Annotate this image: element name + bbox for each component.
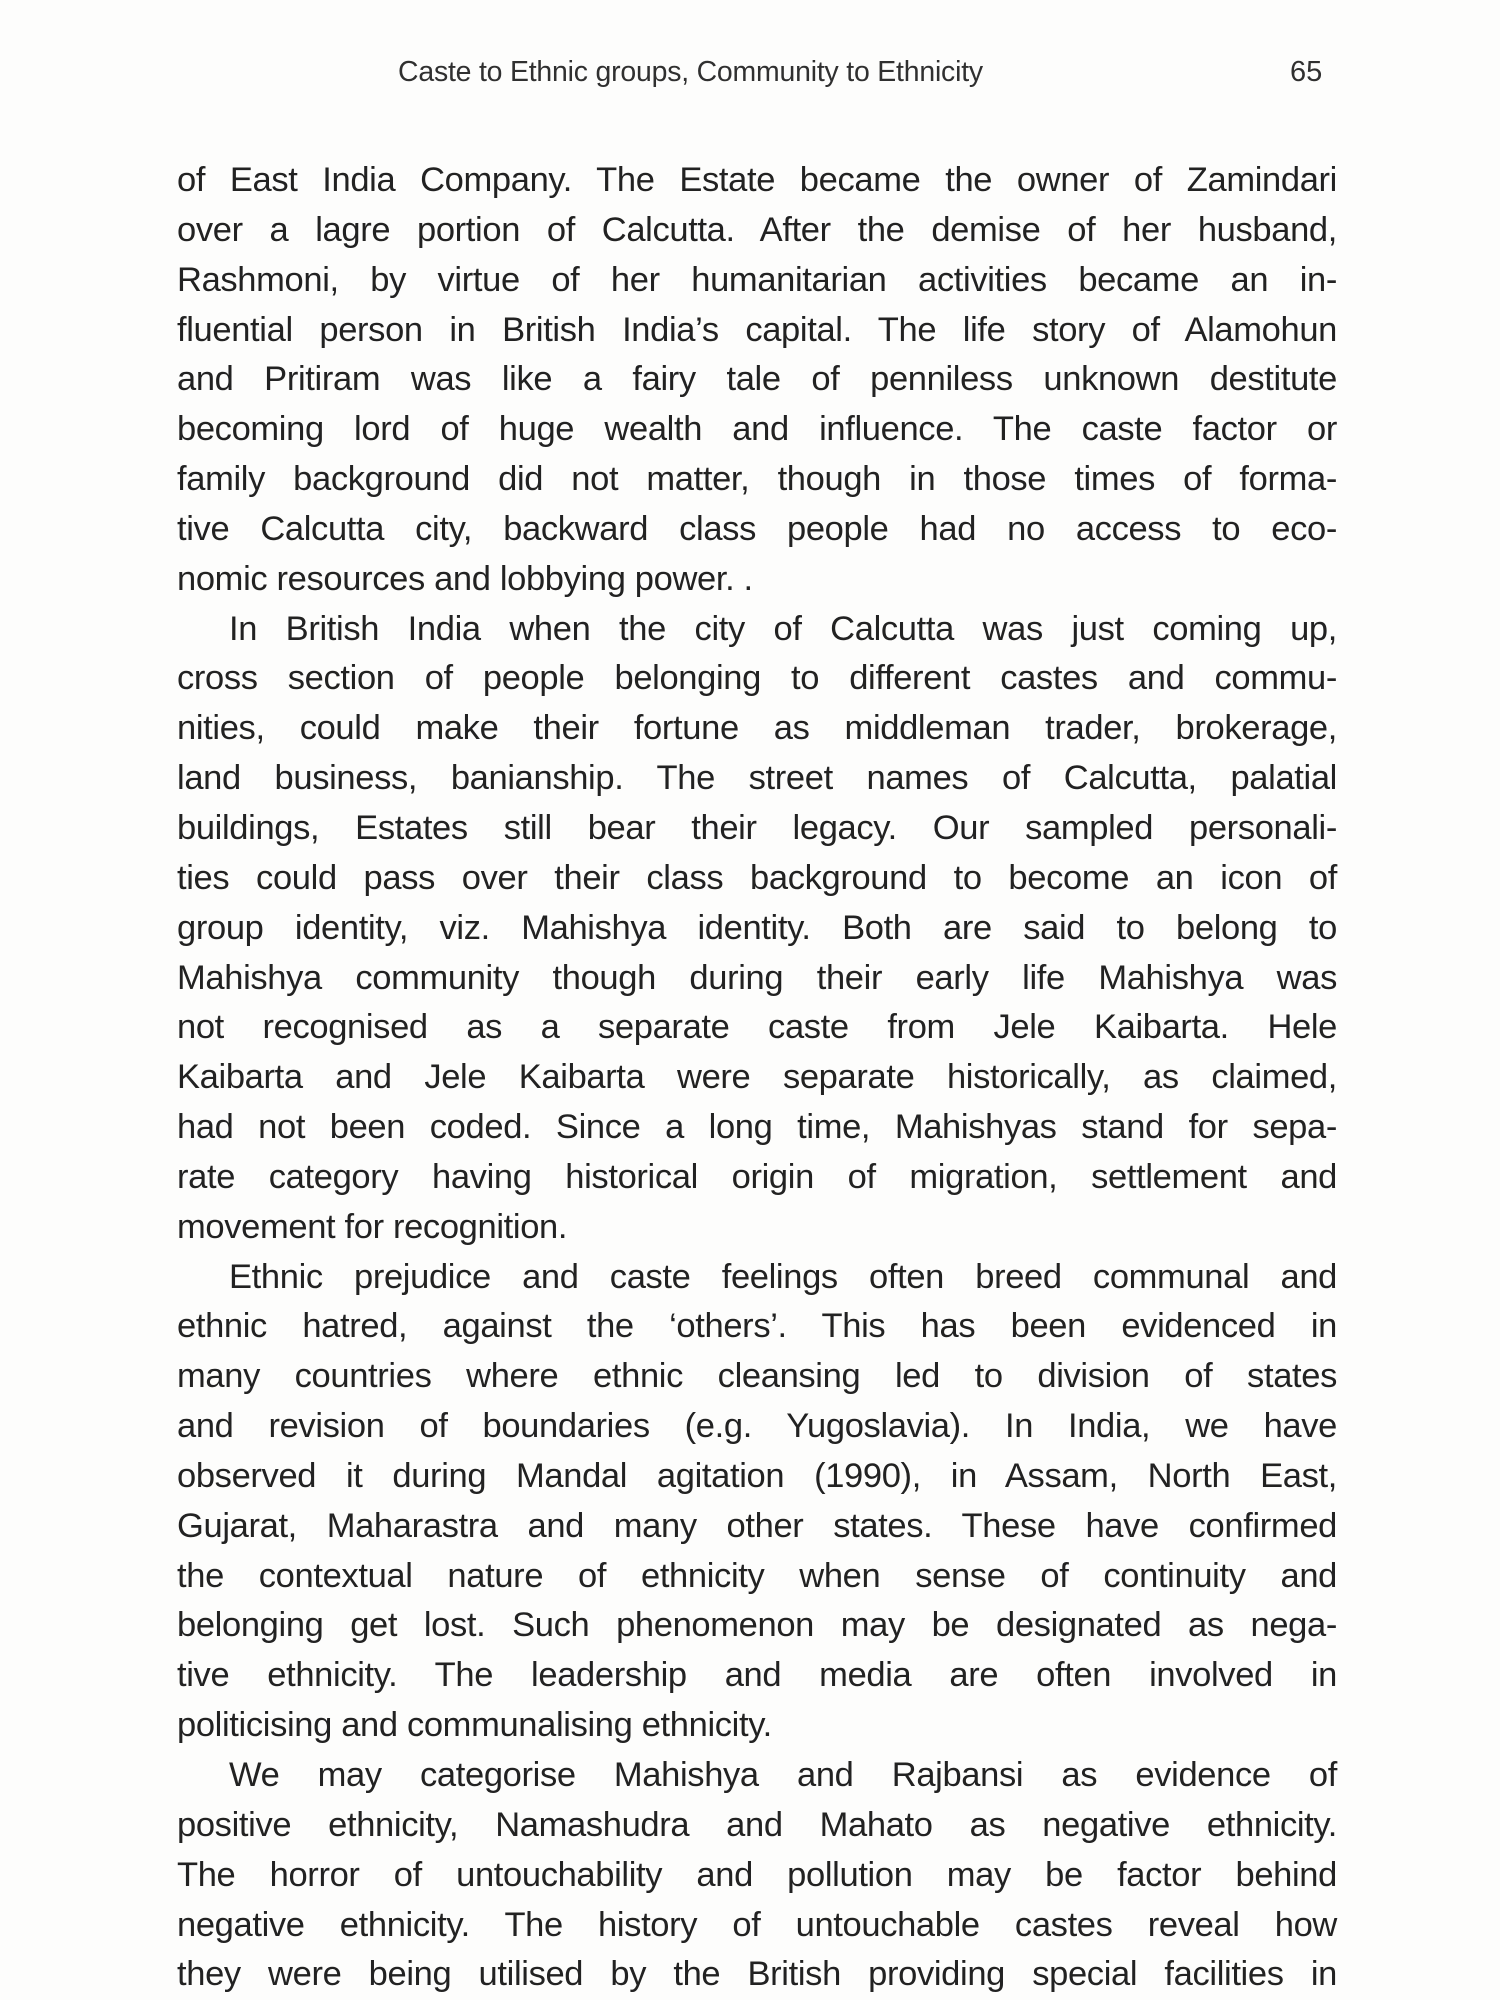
text-line: they were being utilised by the British providing special facilities in — [177, 1955, 1337, 1994]
text-line: ties could pass over their class background to become an icon of — [177, 858, 1337, 897]
text-line: belonging get lost. Such phenomenon may be designated as nega- — [177, 1606, 1337, 1645]
text-line: politicising and communalising ethnicity. — [177, 1706, 772, 1745]
text-line: fluential person in British India’s capital. The life story of Alamohun — [177, 310, 1337, 349]
text-line: buildings, Estates still bear their legacy. Our sampled personali- — [177, 808, 1337, 847]
text-line: nities, could make their fortune as middleman trader, brokerage, — [177, 709, 1337, 748]
text-line: Ethnic prejudice and caste feelings often breed communal and — [229, 1257, 1337, 1296]
paragraph — [177, 1253, 1337, 1751]
text-line: over a lagre portion of Calcutta. After the demise of her husband, — [177, 210, 1337, 249]
text-line: tive Calcutta city, backward class people had no access to eco- — [177, 509, 1337, 548]
text-line: ethnic hatred, against the ‘others’. This has been evidenced in — [177, 1307, 1337, 1346]
text-line: Mahishya community though during their early life Mahishya was — [177, 958, 1337, 997]
text-line: group identity, viz. Mahishya identity. Both are said to belong to — [177, 908, 1337, 947]
text-line: Rashmoni, by virtue of her humanitarian activities became an in- — [177, 260, 1337, 299]
text-line: cross section of people belonging to different castes and commu- — [177, 659, 1337, 698]
text-line: many countries where ethnic cleansing led to division of states — [177, 1357, 1337, 1396]
text-line: In British India when the city of Calcutta was just coming up, — [229, 609, 1337, 648]
text-line: had not been coded. Since a long time, Mahishyas stand for sepa- — [177, 1108, 1337, 1147]
text-line: observed it during Mandal agitation (1990), in Assam, North East, — [177, 1456, 1337, 1495]
paragraph — [177, 156, 1337, 605]
paragraph — [177, 605, 1337, 1253]
text-line: Kaibarta and Jele Kaibarta were separate historically, as claimed, — [177, 1058, 1337, 1097]
text-line: rate category having historical origin of migration, settlement and — [177, 1157, 1337, 1196]
text-line: negative ethnicity. The history of untouchable castes reveal how — [177, 1905, 1337, 1944]
text-line: movement for recognition. — [177, 1207, 568, 1246]
paragraph — [177, 1751, 1337, 2000]
text-line: the contextual nature of ethnicity when sense of continuity and — [177, 1556, 1337, 1595]
page-header — [0, 52, 1500, 92]
text-line: We may categorise Mahishya and Rajbansi as evidence of — [229, 1756, 1337, 1794]
text-line: not recognised as a separate caste from Jele Kaibarta. Hele — [177, 1008, 1337, 1047]
page-number: 65 — [1290, 56, 1323, 88]
text-line: becoming lord of huge wealth and influence. The caste factor or — [177, 410, 1337, 449]
text-line: nomic resources and lobbying power. . — [177, 559, 753, 598]
body-text — [177, 156, 1337, 2000]
text-line: tive ethnicity. The leadership and media are often involved in — [177, 1656, 1337, 1695]
text-line: land business, banianship. The street names of Calcutta, palatial — [177, 759, 1337, 798]
text-line: Gujarat, Maharastra and many other states. These have confirmed — [177, 1506, 1337, 1545]
text-line: positive ethnicity, Namashudra and Mahato as negative ethnicity. — [177, 1805, 1337, 1844]
running-head: Caste to Ethnic groups, Community to Ethnicity — [398, 56, 983, 88]
text-line: of East India Company. The Estate became the owner of Zamindari — [177, 161, 1337, 199]
text-line: and revision of boundaries (e.g. Yugoslavia). In India, we have — [177, 1407, 1337, 1446]
text-line: family background did not matter, though in those times of forma- — [177, 460, 1337, 499]
text-line: The horror of untouchability and pollution may be factor behind — [177, 1855, 1337, 1894]
text-line: and Pritiram was like a fairy tale of penniless unknown destitute — [177, 360, 1337, 399]
